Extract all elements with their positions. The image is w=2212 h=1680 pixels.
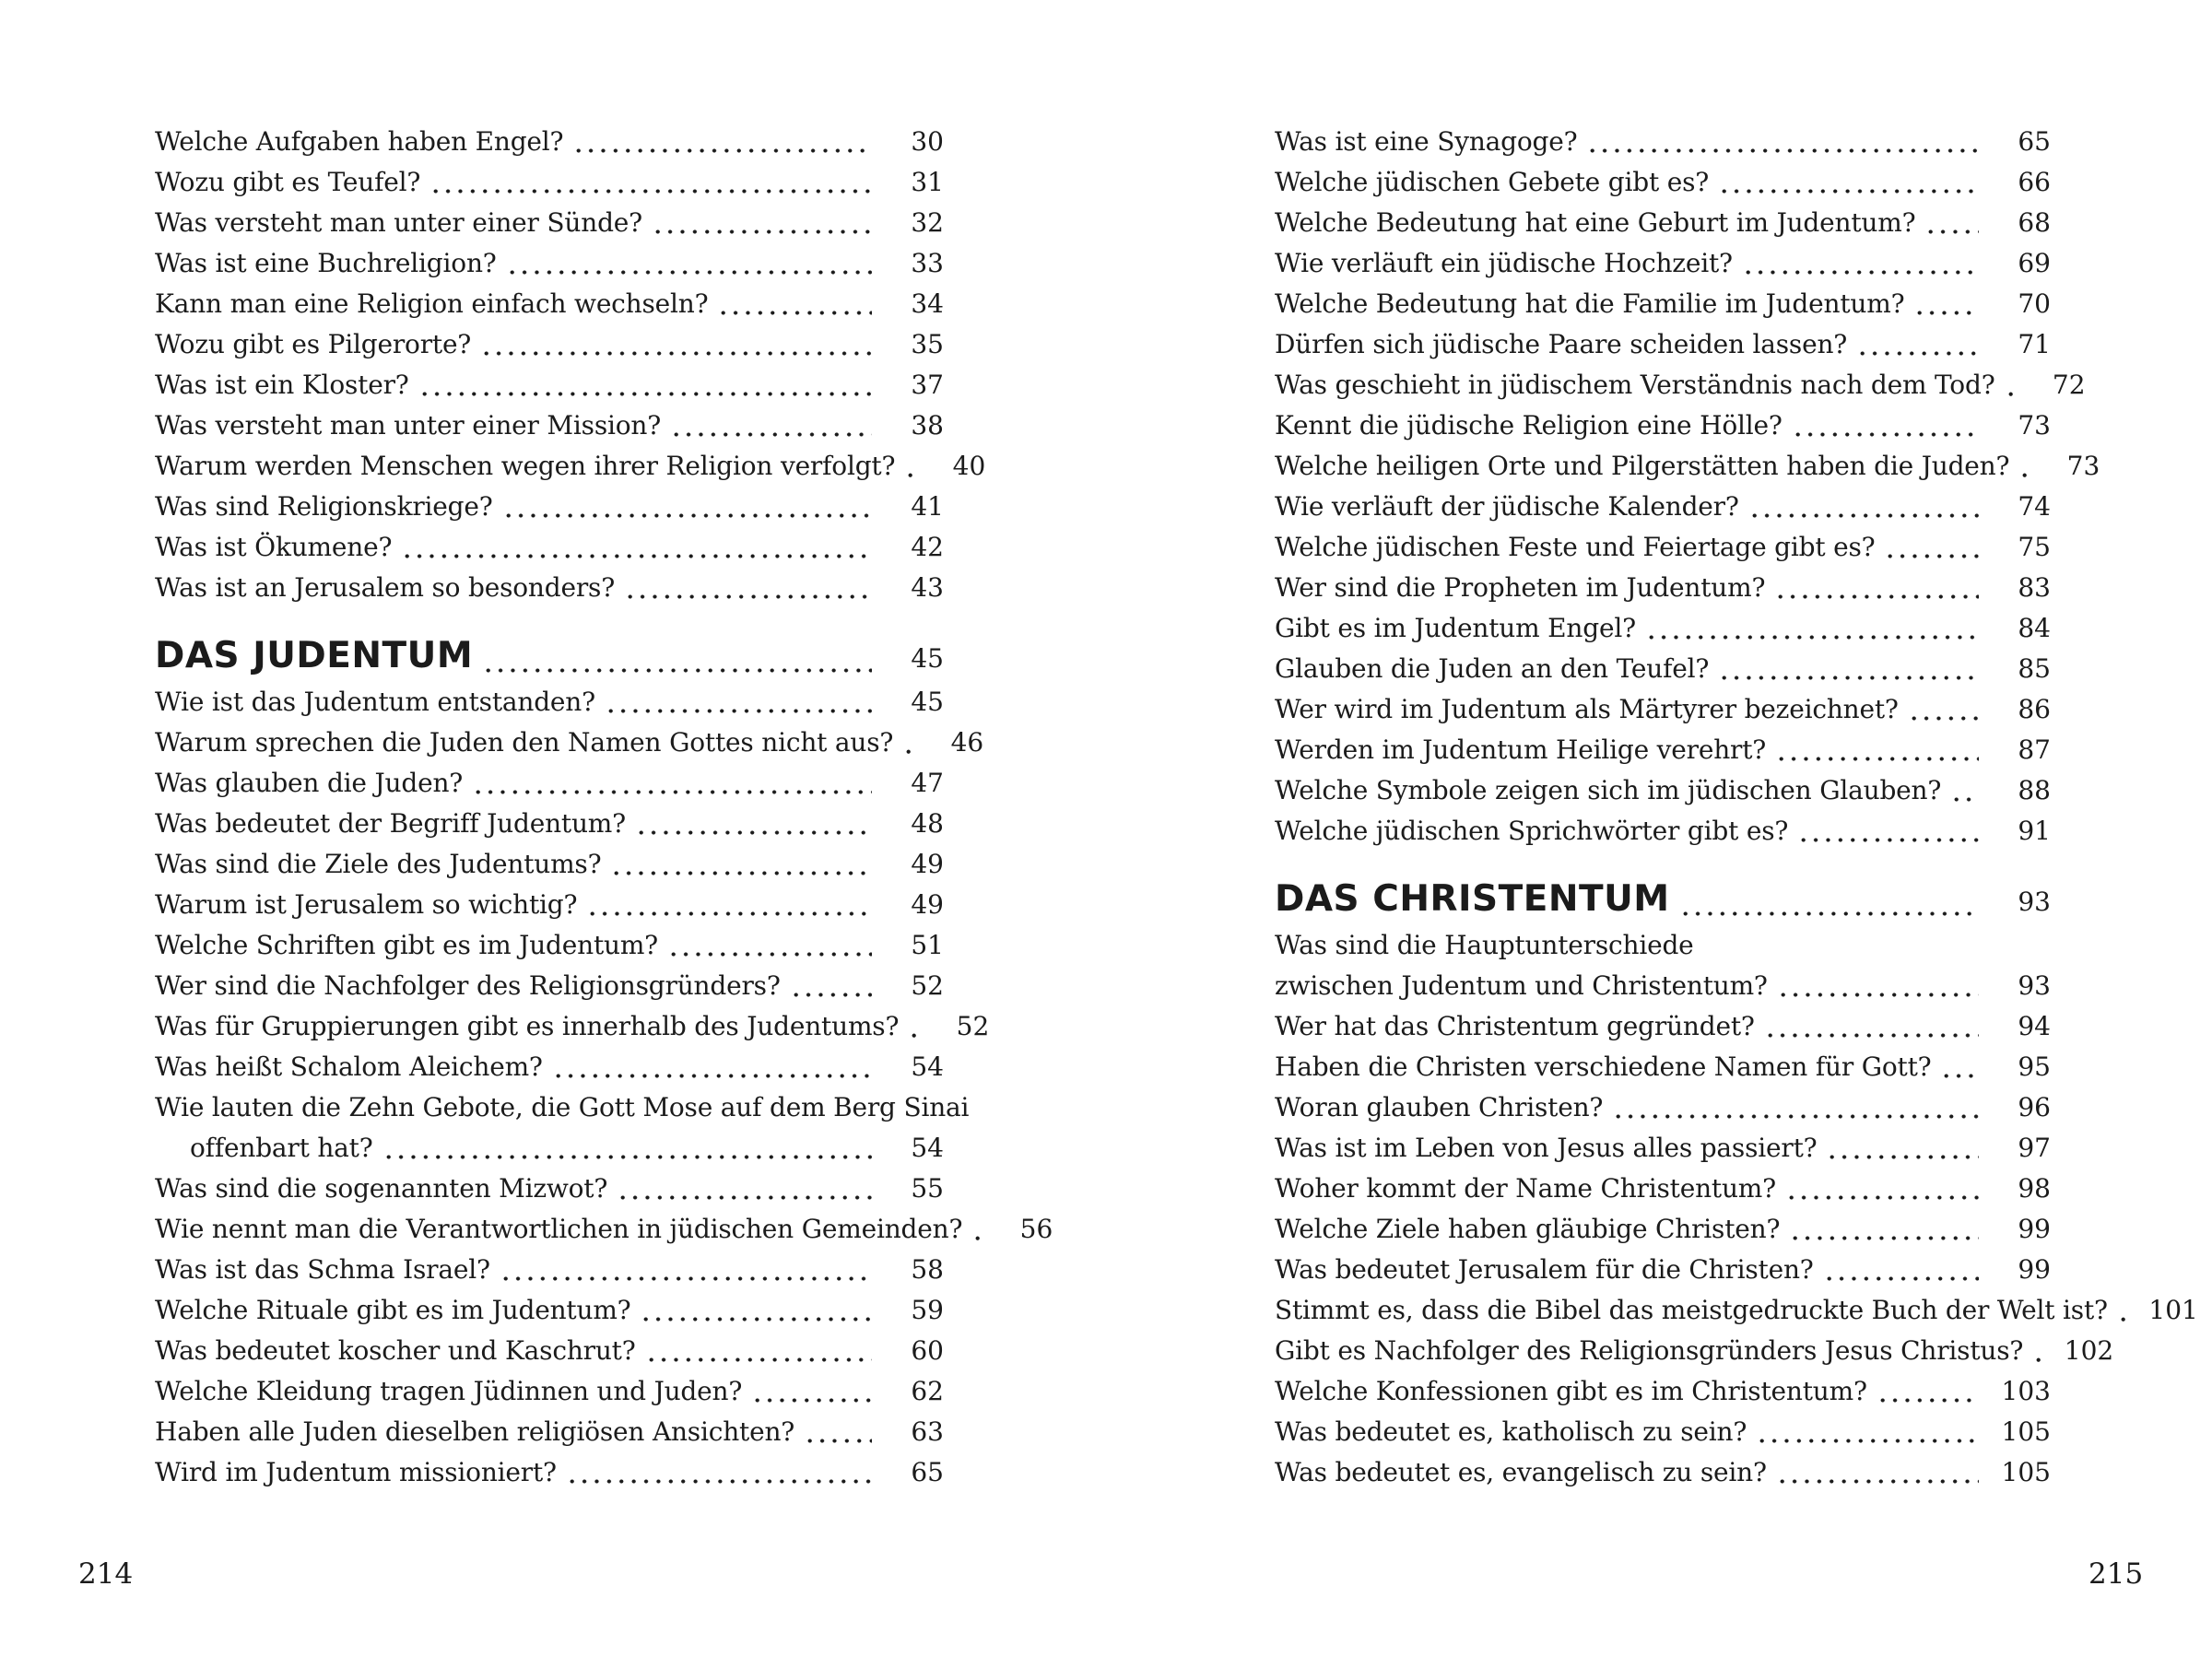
toc-entry bbox=[1275, 162, 2051, 203]
toc-entry bbox=[1275, 1087, 2051, 1128]
toc-page-number: 56 bbox=[1019, 1214, 1053, 1244]
toc-entry bbox=[1275, 1169, 2051, 1209]
toc-entry bbox=[155, 1250, 944, 1290]
toc-entry-text: Warum ist Jerusalem so wichtig? bbox=[155, 889, 578, 920]
toc-page-number: 37 bbox=[911, 370, 944, 400]
toc-page-number: 47 bbox=[911, 768, 944, 798]
toc-entry-text: Wozu gibt es Pilgerorte? bbox=[155, 329, 472, 359]
toc-entry bbox=[155, 324, 944, 365]
toc-entry-text: Welche Ziele haben gläubige Christen? bbox=[1275, 1214, 1781, 1244]
toc-entry bbox=[1275, 284, 2051, 324]
toc-page-number: 88 bbox=[2018, 775, 2051, 805]
toc-page-number: 46 bbox=[950, 727, 984, 758]
toc-entry-text: Welche Bedeutung hat die Familie im Judentum? bbox=[1275, 288, 1905, 319]
toc-page-number: 84 bbox=[2018, 613, 2051, 643]
toc-entry bbox=[155, 682, 944, 723]
toc-entry bbox=[1275, 1371, 2051, 1412]
toc-entry bbox=[155, 1128, 944, 1169]
toc-entry-text: Wer sind die Nachfolger des Religionsgründers? bbox=[155, 970, 781, 1001]
toc-entry bbox=[1275, 1331, 2114, 1371]
toc-entry-text: Haben alle Juden dieselben religiösen Ansichten? bbox=[155, 1416, 795, 1447]
section-title: DAS JUDENTUM bbox=[155, 635, 474, 676]
toc-entry bbox=[155, 966, 944, 1006]
dot-leader bbox=[1756, 1412, 1979, 1452]
toc-page-number: 55 bbox=[911, 1173, 944, 1204]
toc-entry-text: Woher kommt der Name Christentum? bbox=[1275, 1173, 1776, 1204]
toc-page-number: 69 bbox=[2018, 248, 2051, 278]
dot-leader bbox=[1950, 770, 1979, 811]
section-page-number: 93 bbox=[2018, 887, 2051, 917]
dot-leader bbox=[482, 630, 872, 682]
toc-entry bbox=[1275, 405, 2051, 446]
toc-page-number: 73 bbox=[2066, 451, 2100, 481]
toc-entry-text: Was ist Ökumene? bbox=[155, 532, 393, 562]
toc-entry-text: Wie verläuft der jüdische Kalender? bbox=[1275, 491, 1739, 522]
toc-entry-text: offenbart hat? bbox=[190, 1133, 373, 1163]
dot-leader bbox=[382, 1128, 872, 1169]
toc-page-number: 40 bbox=[952, 451, 986, 481]
toc-entry-text: Kann man eine Religion einfach wechseln? bbox=[155, 288, 709, 319]
toc-entry bbox=[155, 1290, 944, 1331]
toc-entry-text: Was bedeutet es, evangelisch zu sein? bbox=[1275, 1457, 1767, 1487]
toc-entry-text: Stimmt es, dass die Bibel das meistgedruckte Buch der Welt ist? bbox=[1275, 1295, 2108, 1325]
toc-entry-text: Kennt die jüdische Religion eine Hölle? bbox=[1275, 410, 1783, 441]
dot-leader bbox=[401, 527, 872, 568]
toc-entry bbox=[1275, 770, 2051, 811]
dot-leader bbox=[586, 885, 872, 925]
toc-entry bbox=[155, 804, 944, 844]
toc-page-number: 54 bbox=[911, 1133, 944, 1163]
toc-entry bbox=[1275, 1006, 2051, 1047]
toc-entry-text: Glauben die Juden an den Teufel? bbox=[1275, 653, 1710, 684]
toc-page-number: 85 bbox=[2018, 653, 2051, 684]
toc-entry-text: Was sind die Hauptunterschiede bbox=[1275, 930, 1694, 960]
dot-leader bbox=[2032, 1331, 2041, 1371]
toc-entry-text: Wie ist das Judentum entstanden? bbox=[155, 687, 595, 717]
toc-entry-text: Was sind die sogenannten Mizwot? bbox=[155, 1173, 608, 1204]
toc-entry bbox=[1275, 1412, 2051, 1452]
toc-page-number: 48 bbox=[911, 808, 944, 839]
right-page-column bbox=[1275, 122, 2198, 1493]
dot-leader bbox=[472, 763, 872, 804]
toc-entry-text: Was ist an Jerusalem so besonders? bbox=[155, 572, 616, 603]
dot-leader bbox=[1877, 1371, 1979, 1412]
toc-page-number: 96 bbox=[2018, 1092, 2051, 1122]
toc-entry bbox=[1275, 1250, 2051, 1290]
toc-page-number: 32 bbox=[911, 207, 944, 238]
dot-leader bbox=[635, 804, 872, 844]
toc-page-number: 95 bbox=[2018, 1051, 2051, 1082]
toc-entry bbox=[155, 487, 944, 527]
toc-entry bbox=[155, 527, 944, 568]
dot-leader bbox=[2005, 365, 2014, 405]
toc-entry bbox=[1275, 966, 2051, 1006]
toc-section-row bbox=[155, 630, 944, 682]
toc-page-number: 52 bbox=[956, 1011, 990, 1041]
dot-leader bbox=[610, 844, 872, 885]
toc-entry-text: Welche Schriften gibt es im Judentum? bbox=[155, 930, 658, 960]
dot-leader bbox=[667, 925, 872, 966]
toc-entry-text: Warum sprechen die Juden den Namen Gottes nicht aus? bbox=[155, 727, 894, 758]
toc-entry-text: Wer hat das Christentum gegründet? bbox=[1275, 1011, 1755, 1041]
toc-entry-text: Was sind die Ziele des Judentums? bbox=[155, 849, 602, 879]
dot-leader bbox=[1826, 1128, 1979, 1169]
toc-entry bbox=[155, 568, 944, 608]
toc-entry bbox=[1275, 730, 2051, 770]
dot-leader bbox=[502, 487, 872, 527]
toc-entry bbox=[1275, 324, 2051, 365]
section-page-number: 45 bbox=[911, 643, 944, 674]
dot-leader bbox=[1586, 122, 1979, 162]
toc-entry-text: Woran glauben Christen? bbox=[1275, 1092, 1604, 1122]
dot-leader bbox=[717, 284, 872, 324]
toc-entry bbox=[155, 1169, 944, 1209]
toc-entry bbox=[1275, 608, 2051, 649]
toc-entry bbox=[155, 885, 944, 925]
toc-entry bbox=[1275, 1290, 2198, 1331]
toc-page-number: 51 bbox=[911, 930, 944, 960]
toc-page-number: 63 bbox=[911, 1416, 944, 1447]
toc-entry bbox=[1275, 446, 2100, 487]
toc-entry bbox=[155, 925, 944, 966]
toc-page-number: 49 bbox=[911, 849, 944, 879]
toc-entry-text: Haben die Christen verschiedene Namen für Gott? bbox=[1275, 1051, 1932, 1082]
toc-entry-text: Wird im Judentum missioniert? bbox=[155, 1457, 557, 1487]
toc-entry-text: Werden im Judentum Heilige verehrt? bbox=[1275, 734, 1767, 765]
dot-leader bbox=[1742, 243, 1979, 284]
toc-entry-text: Welche Symbole zeigen sich im jüdischen Glauben? bbox=[1275, 775, 1942, 805]
dot-leader bbox=[1924, 203, 1979, 243]
toc-entry-text: Welche jüdischen Sprichwörter gibt es? bbox=[1275, 816, 1789, 846]
dot-leader bbox=[480, 324, 872, 365]
toc-page-number: 99 bbox=[2018, 1214, 2051, 1244]
toc-entry bbox=[155, 365, 944, 405]
dot-leader bbox=[506, 243, 872, 284]
dot-leader bbox=[751, 1371, 872, 1412]
toc-entry-text: Was sind Religionskriege? bbox=[155, 491, 493, 522]
toc-entry-text: Welche Konfessionen gibt es im Christentum? bbox=[1275, 1376, 1867, 1406]
toc-entry-text: Wer sind die Propheten im Judentum? bbox=[1275, 572, 1766, 603]
toc-page-number: 74 bbox=[2018, 491, 2051, 522]
left-page-footer-number: 214 bbox=[78, 1557, 134, 1591]
toc-entry bbox=[1275, 1209, 2051, 1250]
toc-page-number: 42 bbox=[911, 532, 944, 562]
dot-leader bbox=[790, 966, 872, 1006]
toc-page-number: 45 bbox=[911, 687, 944, 717]
dot-leader bbox=[1645, 608, 1979, 649]
right-page-footer-number: 215 bbox=[2088, 1557, 2144, 1591]
toc-entry bbox=[1275, 1452, 2051, 1493]
toc-entry-text: Was versteht man unter einer Sünde? bbox=[155, 207, 642, 238]
toc-entry bbox=[155, 1452, 944, 1493]
section-title: DAS CHRISTENTUM bbox=[1275, 878, 1670, 920]
toc-page-number: 33 bbox=[911, 248, 944, 278]
toc-page-number: 105 bbox=[2001, 1457, 2051, 1487]
dot-leader bbox=[418, 365, 872, 405]
toc-entry-text: Welche jüdischen Feste und Feiertage gibt es? bbox=[1275, 532, 1876, 562]
toc-entry-text: Wie verläuft ein jüdische Hochzeit? bbox=[1275, 248, 1733, 278]
toc-page-number: 101 bbox=[2148, 1295, 2198, 1325]
toc-entry bbox=[1275, 365, 2086, 405]
dot-leader bbox=[2117, 1290, 2126, 1331]
dot-leader bbox=[652, 203, 872, 243]
toc-page-number: 93 bbox=[2018, 970, 2051, 1001]
toc-entry bbox=[155, 284, 944, 324]
toc-entry-text: Was ist eine Synagoge? bbox=[1275, 126, 1578, 157]
toc-page-number: 54 bbox=[911, 1051, 944, 1082]
toc-entry-text: Wer wird im Judentum als Märtyrer bezeichnet? bbox=[1275, 694, 1899, 724]
dot-leader bbox=[1764, 1006, 1979, 1047]
toc-page-number: 58 bbox=[911, 1254, 944, 1285]
toc-entry-text: Gibt es im Judentum Engel? bbox=[1275, 613, 1636, 643]
toc-entry-text: Wie lauten die Zehn Gebote, die Gott Mose auf dem Berg Sinai bbox=[155, 1092, 970, 1122]
dot-leader bbox=[572, 122, 872, 162]
dot-leader bbox=[552, 1047, 872, 1087]
toc-section-row bbox=[1275, 874, 2051, 925]
toc-entry bbox=[1275, 487, 2051, 527]
toc-page-number: 30 bbox=[911, 126, 944, 157]
dot-leader bbox=[1908, 689, 1979, 730]
toc-entry-text: Was ist im Leben von Jesus alles passiert? bbox=[1275, 1133, 1818, 1163]
toc-page-number: 97 bbox=[2018, 1133, 2051, 1163]
toc-page-number: 41 bbox=[911, 491, 944, 522]
toc-entry bbox=[1275, 689, 2051, 730]
toc-entry-text: Was ist das Schma Israel? bbox=[155, 1254, 490, 1285]
dot-leader bbox=[1775, 730, 1979, 770]
toc-entry-text: Was bedeutet Jerusalem für die Christen? bbox=[1275, 1254, 1814, 1285]
dot-leader bbox=[1774, 568, 1979, 608]
dot-leader bbox=[1785, 1169, 1979, 1209]
toc-entry bbox=[1275, 649, 2051, 689]
toc-page-number: 65 bbox=[911, 1457, 944, 1487]
toc-page-number: 65 bbox=[2018, 126, 2051, 157]
toc-entry-text: Was glauben die Juden? bbox=[155, 768, 464, 798]
toc-page-number: 72 bbox=[2052, 370, 2086, 400]
toc-page-number: 75 bbox=[2018, 532, 2051, 562]
dot-leader bbox=[1679, 874, 1979, 925]
dot-leader bbox=[1940, 1047, 1979, 1087]
toc-entry bbox=[1275, 1047, 2051, 1087]
toc-entry bbox=[155, 1412, 944, 1452]
toc-page-number: 34 bbox=[911, 288, 944, 319]
toc-entry bbox=[155, 1047, 944, 1087]
toc-entry-text: Dürfen sich jüdische Paare scheiden lassen? bbox=[1275, 329, 1848, 359]
toc-entry bbox=[155, 763, 944, 804]
dot-leader bbox=[640, 1290, 872, 1331]
dot-leader bbox=[1797, 811, 1979, 852]
toc-entry-text: Was bedeutet der Begriff Judentum? bbox=[155, 808, 626, 839]
dot-leader bbox=[1776, 1452, 1979, 1493]
toc-page-number: 102 bbox=[2064, 1335, 2114, 1366]
dot-leader bbox=[670, 405, 872, 446]
toc-entry bbox=[155, 122, 944, 162]
toc-entry bbox=[155, 1331, 944, 1371]
dot-leader bbox=[1823, 1250, 1979, 1290]
toc-page-number: 43 bbox=[911, 572, 944, 603]
toc-page-number: 70 bbox=[2018, 288, 2051, 319]
toc-entry bbox=[1275, 527, 2051, 568]
toc-entry-text: Was heißt Schalom Aleichem? bbox=[155, 1051, 543, 1082]
toc-page-number: 62 bbox=[911, 1376, 944, 1406]
dot-leader bbox=[1748, 487, 1979, 527]
dot-leader bbox=[617, 1169, 872, 1209]
toc-page-number: 73 bbox=[2018, 410, 2051, 441]
toc-entry bbox=[155, 1209, 1053, 1250]
toc-entry-text: Was geschieht in jüdischem Verständnis nach dem Tod? bbox=[1275, 370, 1995, 400]
toc-entry-text: Welche Aufgaben haben Engel? bbox=[155, 126, 564, 157]
dot-leader bbox=[1777, 966, 1979, 1006]
toc-page-number: 66 bbox=[2018, 167, 2051, 197]
toc-page-number: 35 bbox=[911, 329, 944, 359]
toc-page-number: 105 bbox=[2001, 1416, 2051, 1447]
toc-entry-text: Was bedeutet koscher und Kaschrut? bbox=[155, 1335, 636, 1366]
dot-leader bbox=[624, 568, 872, 608]
dot-leader bbox=[429, 162, 872, 203]
toc-page-number: 49 bbox=[911, 889, 944, 920]
toc-entry-text: Warum werden Menschen wegen ihrer Religion verfolgt? bbox=[155, 451, 896, 481]
toc-entry bbox=[1275, 1128, 2051, 1169]
dot-leader bbox=[1789, 1209, 1979, 1250]
toc-page-number: 60 bbox=[911, 1335, 944, 1366]
dot-leader bbox=[1913, 284, 1979, 324]
toc-entry-text: Welche Bedeutung hat eine Geburt im Judentum? bbox=[1275, 207, 1916, 238]
dot-leader bbox=[902, 723, 912, 763]
toc-entry bbox=[155, 405, 944, 446]
dot-leader bbox=[971, 1209, 981, 1250]
dot-leader bbox=[566, 1452, 872, 1493]
toc-entry-text: Was ist eine Buchreligion? bbox=[155, 248, 497, 278]
toc-entry bbox=[1275, 203, 2051, 243]
toc-entry bbox=[1275, 925, 2051, 966]
toc-page-number: 87 bbox=[2018, 734, 2051, 765]
toc-entry bbox=[155, 446, 986, 487]
dot-leader bbox=[605, 682, 872, 723]
toc-entry-text: Welche heiligen Orte und Pilgerstätten haben die Juden? bbox=[1275, 451, 2010, 481]
toc-page-number: 31 bbox=[911, 167, 944, 197]
toc-entry bbox=[1275, 243, 2051, 284]
toc-page-number: 59 bbox=[911, 1295, 944, 1325]
toc-entry-text: Was für Gruppierungen gibt es innerhalb des Judentums? bbox=[155, 1011, 900, 1041]
dot-leader bbox=[1884, 527, 1979, 568]
toc-entry bbox=[1275, 568, 2051, 608]
toc-entry-text: Was bedeutet es, katholisch zu sein? bbox=[1275, 1416, 1747, 1447]
dot-leader bbox=[1792, 405, 1979, 446]
toc-entry-text: Welche Kleidung tragen Jüdinnen und Juden? bbox=[155, 1376, 743, 1406]
dot-leader bbox=[645, 1331, 872, 1371]
toc-page-number: 99 bbox=[2018, 1254, 2051, 1285]
toc-entry bbox=[1275, 122, 2051, 162]
toc-page-number: 98 bbox=[2018, 1173, 2051, 1204]
toc-entry-text: Wozu gibt es Teufel? bbox=[155, 167, 421, 197]
dot-leader bbox=[2018, 446, 2028, 487]
toc-entry bbox=[155, 1087, 970, 1128]
toc-page-number: 83 bbox=[2018, 572, 2051, 603]
dot-leader bbox=[1718, 162, 1979, 203]
toc-page-number: 86 bbox=[2018, 694, 2051, 724]
dot-leader bbox=[1612, 1087, 1979, 1128]
toc-entry-text: zwischen Judentum und Christentum? bbox=[1275, 970, 1768, 1001]
toc-entry bbox=[155, 844, 944, 885]
toc-entry-text: Gibt es Nachfolger des Religionsgründers Jesus Christus? bbox=[1275, 1335, 2024, 1366]
toc-entry-text: Welche jüdischen Gebete gibt es? bbox=[1275, 167, 1710, 197]
toc-entry bbox=[155, 162, 944, 203]
toc-page-number: 94 bbox=[2018, 1011, 2051, 1041]
toc-page-number: 103 bbox=[2001, 1376, 2051, 1406]
dot-leader bbox=[904, 446, 913, 487]
dot-leader bbox=[804, 1412, 872, 1452]
dot-leader bbox=[500, 1250, 872, 1290]
toc-entry-text: Wie nennt man die Verantwortlichen in jüdischen Gemeinden? bbox=[155, 1214, 963, 1244]
dot-leader bbox=[908, 1006, 917, 1047]
dot-leader bbox=[1718, 649, 1979, 689]
toc-entry-text: Welche Rituale gibt es im Judentum? bbox=[155, 1295, 631, 1325]
toc-page-number: 52 bbox=[911, 970, 944, 1001]
toc-page-number: 91 bbox=[2018, 816, 2051, 846]
left-page-column bbox=[155, 122, 1053, 1493]
dot-leader bbox=[1856, 324, 1979, 365]
toc-page-number: 68 bbox=[2018, 207, 2051, 238]
toc-entry bbox=[155, 203, 944, 243]
toc-entry bbox=[155, 723, 984, 763]
toc-entry bbox=[1275, 811, 2051, 852]
toc-entry bbox=[155, 1371, 944, 1412]
toc-page-number: 38 bbox=[911, 410, 944, 441]
toc-entry-text: Was versteht man unter einer Mission? bbox=[155, 410, 662, 441]
toc-entry-text: Was ist ein Kloster? bbox=[155, 370, 409, 400]
toc-page-number: 71 bbox=[2018, 329, 2051, 359]
toc-entry bbox=[155, 243, 944, 284]
toc-entry bbox=[155, 1006, 990, 1047]
